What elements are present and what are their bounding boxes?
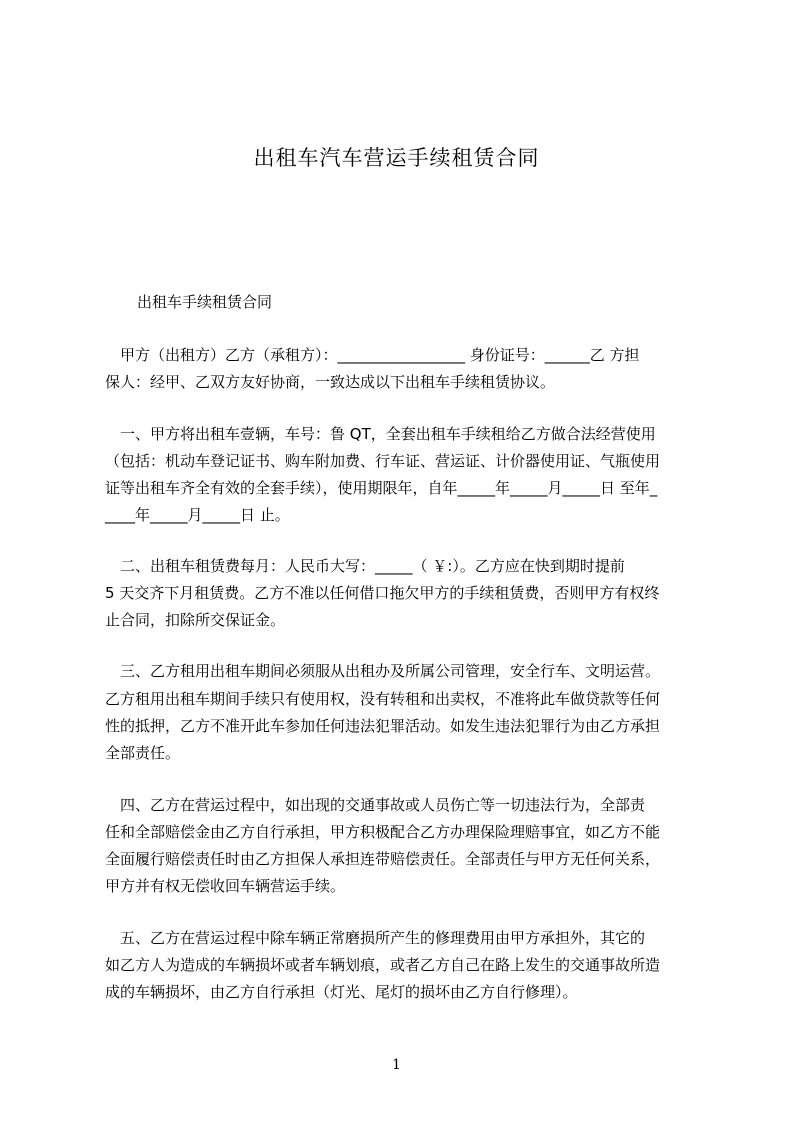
paragraph-line: 性的抵押，乙方不准开此车参加任何违法犯罪活动。如发生违法犯罪行为由乙方承担 xyxy=(105,717,661,735)
paragraph-line: 二、出租车租赁费每月：人民币大写：_____（ ￥:）。乙方应在快到期时提前 xyxy=(105,557,625,575)
subtitle: 出租车手续租赁合同 xyxy=(137,293,273,311)
paragraph-line: 全面履行赔偿责任时由乙方担保人承担连带赔偿责任。全部责任与甲方无任何关系， xyxy=(105,850,661,868)
paragraph-line: 甲方并有权无偿收回车辆营运手续。 xyxy=(105,877,346,895)
paragraph-line: （包括：机动车登记证书、购车附加费、行车证、营运证、计价器使用证、气瓶使用 xyxy=(105,452,661,470)
paragraph-line: 乙方租用出租车期间手续只有使用权，没有转租和出卖权，不准将此车做贷款等任何 xyxy=(105,690,661,708)
paragraph-line: 证等出租车齐全有效的全套手续），使用期限年，自年_____年_____月_____日 至年_ xyxy=(105,479,658,497)
paragraph-line: 三、乙方租用出租车期间必须服从出租办及所属公司管理，安全行车、文明运营。 xyxy=(105,662,661,680)
paragraph-line: ____年_____月_____日 止。 xyxy=(105,506,290,524)
paragraph-line: 成的车辆损坏，由乙方自行承担（灯光、尾灯的损坏由乙方自行修理）。 xyxy=(105,983,578,1001)
paragraph-line: 甲方（出租方）乙方（承租方）：_________________ 身份证号：______乙 方担 xyxy=(105,346,640,364)
paragraph-line: 一、甲方将出租车壹辆，车号：鲁 QT，全套出租车手续租给乙方做合法经营使用 xyxy=(105,425,656,443)
paragraph-line: 全部责任。 xyxy=(105,744,181,762)
paragraph-line: 五、乙方在营运过程中除车辆正常磨损所产生的修理费用由甲方承担外，其它的 xyxy=(105,929,646,947)
page-number: 1 xyxy=(392,1057,401,1073)
paragraph-line: 5 天交齐下月租赁费。乙方不准以任何借口拖欠甲方的手续租赁费，否则甲方有权终 xyxy=(105,584,660,602)
document-title: 出租车汽车营运手续租赁合同 xyxy=(253,146,540,170)
paragraph-line: 如乙方人为造成的车辆损坏或者车辆划痕，或者乙方自己在路上发生的交通事故所造 xyxy=(105,956,661,974)
paragraph-line: 保人：经甲、乙双方友好协商，一致达成以下出租车手续租赁协议。 xyxy=(105,373,556,391)
paragraph-line: 任和全部赔偿金由乙方自行承担，甲方积极配合乙方办理保险理赔事宜，如乙方不能 xyxy=(105,823,661,841)
paragraph-line: 四、乙方在营运过程中，如出现的交通事故或人员伤亡等一切违法行为，全部责 xyxy=(105,796,646,814)
paragraph-line: 止合同，扣除所交保证金。 xyxy=(105,611,286,629)
